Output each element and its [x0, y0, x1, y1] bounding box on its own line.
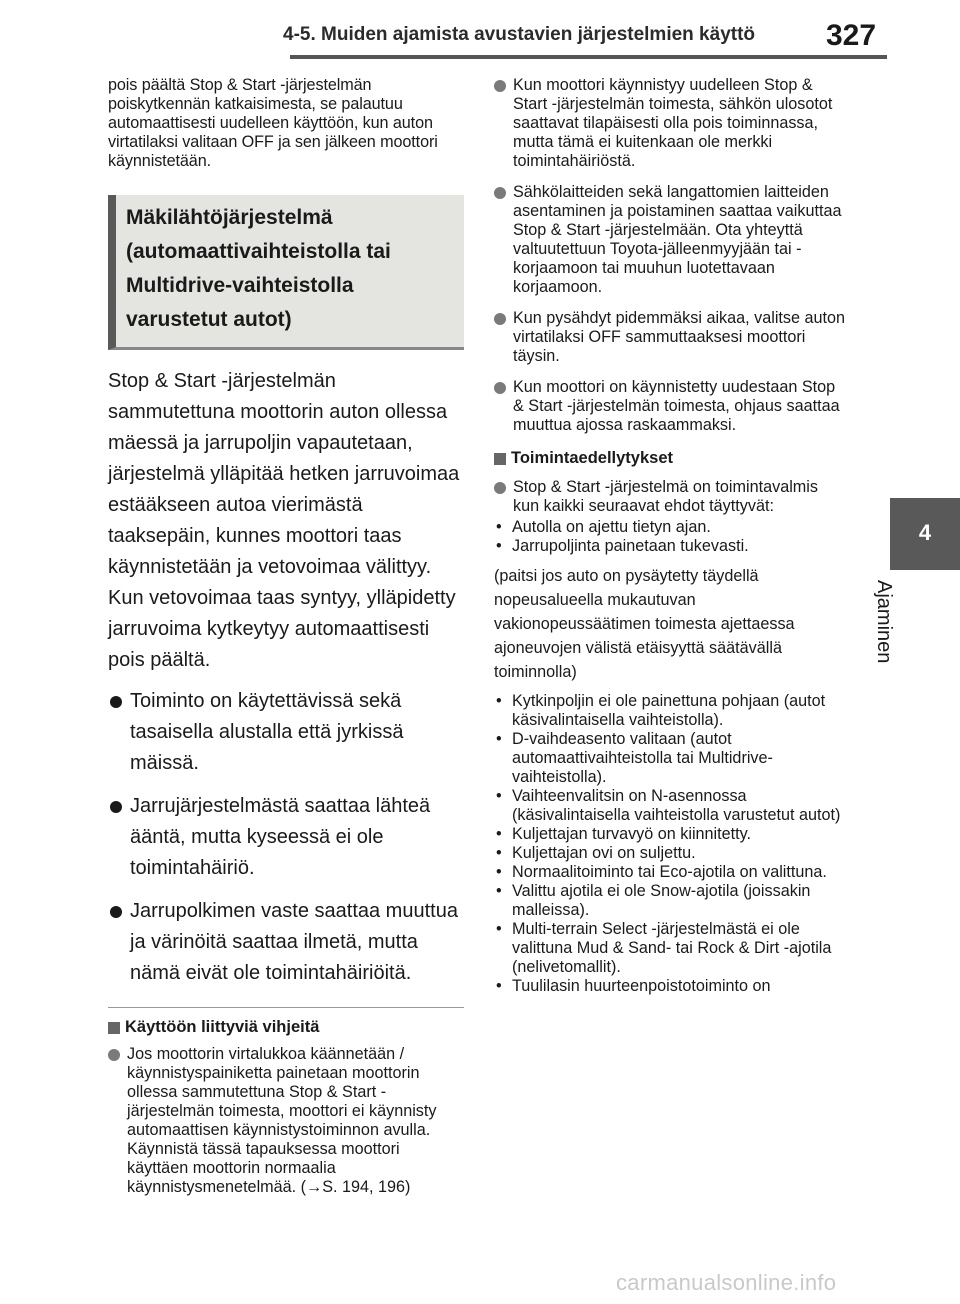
list-item: Jos moottorin virtalukkoa käännetään / käynnistyspainiketta painetaan moottorin ollessa sammutettuna Stop & Start -järjestelmän toimesta, moottori ei käynnisty automaattisen käynnistystoiminnon avulla. Käynnistä tässä tapauksessa moottori käyttäen moottorin normaalia käynnistysmenetelmää. (→S. 194, 196) [108, 1045, 464, 1197]
bullet-icon [494, 187, 506, 199]
bullet-icon [110, 801, 122, 813]
list-item: Kun moottori käynnistyy uudelleen Stop & Start -järjestelmän toimesta, sähkön ulosotot saattavat tilapäisesti olla pois toiminnassa, mutta tämä ei kuitenkaan ole merkki toimintahäiriöstä. [494, 76, 846, 171]
bullet-icon [110, 696, 122, 708]
list-item: • D-vaihdeasento valitaan (autot automaattivaihteistolla tai Multidrive-vaihteistolla). [494, 730, 846, 787]
page-header [0, 0, 960, 80]
conditions-list-b [494, 692, 846, 996]
list-item: Sähkölaitteiden sekä langattomien laitteiden asentaminen ja poistaminen saattaa vaikuttaa Stop & Start -järjestelmään. Ota yhteyttä valtuutettuun Toyota-jälleenmyyjään tai -korjaamoon tai muuhun luotettavaan korjaamoon. [494, 183, 846, 297]
conditions-intro-list [494, 478, 846, 516]
section-heading-box [108, 195, 464, 350]
list-item: Kun moottori on käynnistetty uudestaan Stop & Start -järjestelmän toimesta, ohjaus saattaa muuttua ajossa raskaammaksi. [494, 378, 846, 435]
list-item: • Kuljettajan ovi on suljettu. [494, 844, 846, 863]
list-item: • Tuulilasin huurteenpoistotoiminto on [494, 977, 846, 996]
tips-list [108, 1045, 464, 1197]
list-item: • Valittu ajotila ei ole Snow-ajotila (joissakin malleissa). [494, 882, 846, 920]
list-item: Stop & Start -järjestelmä on toimintavalmis kun kaikki seuraavat ehdot täyttyvät: [494, 478, 846, 516]
list-item: Jarrupolkimen vaste saattaa muuttua ja värinöitä saattaa ilmetä, mutta nämä eivät ole toimintahäiriöitä. [108, 896, 464, 989]
bullet-icon [494, 382, 506, 394]
section-heading-line: Mäkilähtöjärjestelmä [126, 206, 333, 229]
list-item: • Normaalitoiminto tai Eco-ajotila on valittuna. [494, 863, 846, 882]
list-item: Kun pysähdyt pidemmäksi aikaa, valitse auton virtatilaksi OFF sammuttaaksesi moottori täysin. [494, 309, 846, 366]
list-item: • Autolla on ajettu tietyn ajan. [494, 518, 846, 537]
chapter-number: 4 [918, 520, 932, 545]
list-item: • Kytkinpoljin ei ole painettuna pohjaan (autot käsivalintaisella vaihteistolla). [494, 692, 846, 730]
watermark: carmanualsonline.info [616, 1270, 837, 1295]
section-heading-line: Multidrive-vaihteistolla [126, 274, 354, 297]
right-column [494, 76, 846, 996]
section-heading-line: (automaattivaihteistolla tai [126, 240, 391, 263]
square-bullet-icon [108, 1022, 120, 1034]
chapter-tab[interactable] [890, 498, 960, 570]
square-bullet-icon [494, 453, 506, 465]
page-number: 327 [826, 19, 877, 52]
conditions-list-a [494, 518, 846, 556]
section-title: 4-5. Muiden ajamista avustavien järjestelmien käyttö [283, 24, 756, 45]
conditions-note: (paitsi jos auto on pysäytetty täydellä nopeusalueella mukautuvan vakionopeussäätimen toimesta ajettaessa ajoneuvojen välistä etäisyyttä säätävällä toiminnolla) [494, 567, 795, 681]
divider [108, 1007, 464, 1008]
hill-start-body: Stop & Start -järjestelmän sammutettuna moottorin auton ollessa mäessä ja jarrupoljin vapautetaan, järjestelmä ylläpitää hetken jarruvoimaa estääkseen autoa vierimästä taaksepäin, kunnes moottori taas käynnistetään ja vetovoimaa välittyy. Kun vetovoimaa taas syntyy, ylläpidetty jarruvoima kytkeytyy automaattisesti pois päältä. [108, 370, 460, 671]
bullet-icon [108, 1049, 120, 1061]
list-item: Toiminto on käytettävissä sekä tasaisella alustalla että jyrkissä mäissä. [108, 686, 464, 779]
chapter-label: Ajaminen [873, 580, 895, 664]
list-item: Jarrujärjestelmästä saattaa lähteä ääntä, mutta kyseessä ei ole toimintahäiriö. [108, 791, 464, 884]
tips-heading: Käyttöön liittyviä vihjeitä [108, 1018, 464, 1037]
list-item: • Vaihteenvalitsin on N-asennossa (käsivalintaisella vaihteistolla varustetut autot) [494, 787, 846, 825]
section-heading [126, 201, 454, 337]
list-item: • Kuljettajan turvavyö on kiinnitetty. [494, 825, 846, 844]
intro-paragraph: pois päältä Stop & Start -järjestelmän poiskytkennän katkaisimesta, se palautuu automaattisesti uudelleen käyttöön, kun auton virtatilaksi valitaan OFF ja sen jälkeen moottori käynnistetään. [108, 76, 438, 170]
left-column [108, 76, 464, 1197]
header-rule [290, 55, 887, 59]
section-heading-line: varustetut autot) [126, 308, 292, 331]
chapter-tab-body [890, 570, 960, 700]
conditions-heading: Toimintaedellytykset [494, 449, 846, 468]
list-item: • Multi-terrain Select -järjestelmästä ei ole valittuna Mud & Sand- tai Rock & Dirt -ajotila (nelivetomallit). [494, 920, 846, 977]
bullet-icon [494, 80, 506, 92]
notes-list [494, 76, 846, 435]
bullet-icon [110, 906, 122, 918]
hill-start-bullets [108, 686, 464, 989]
list-item: • Jarrupoljinta painetaan tukevasti. [494, 537, 846, 556]
bullet-icon [494, 482, 506, 494]
bullet-icon [494, 313, 506, 325]
